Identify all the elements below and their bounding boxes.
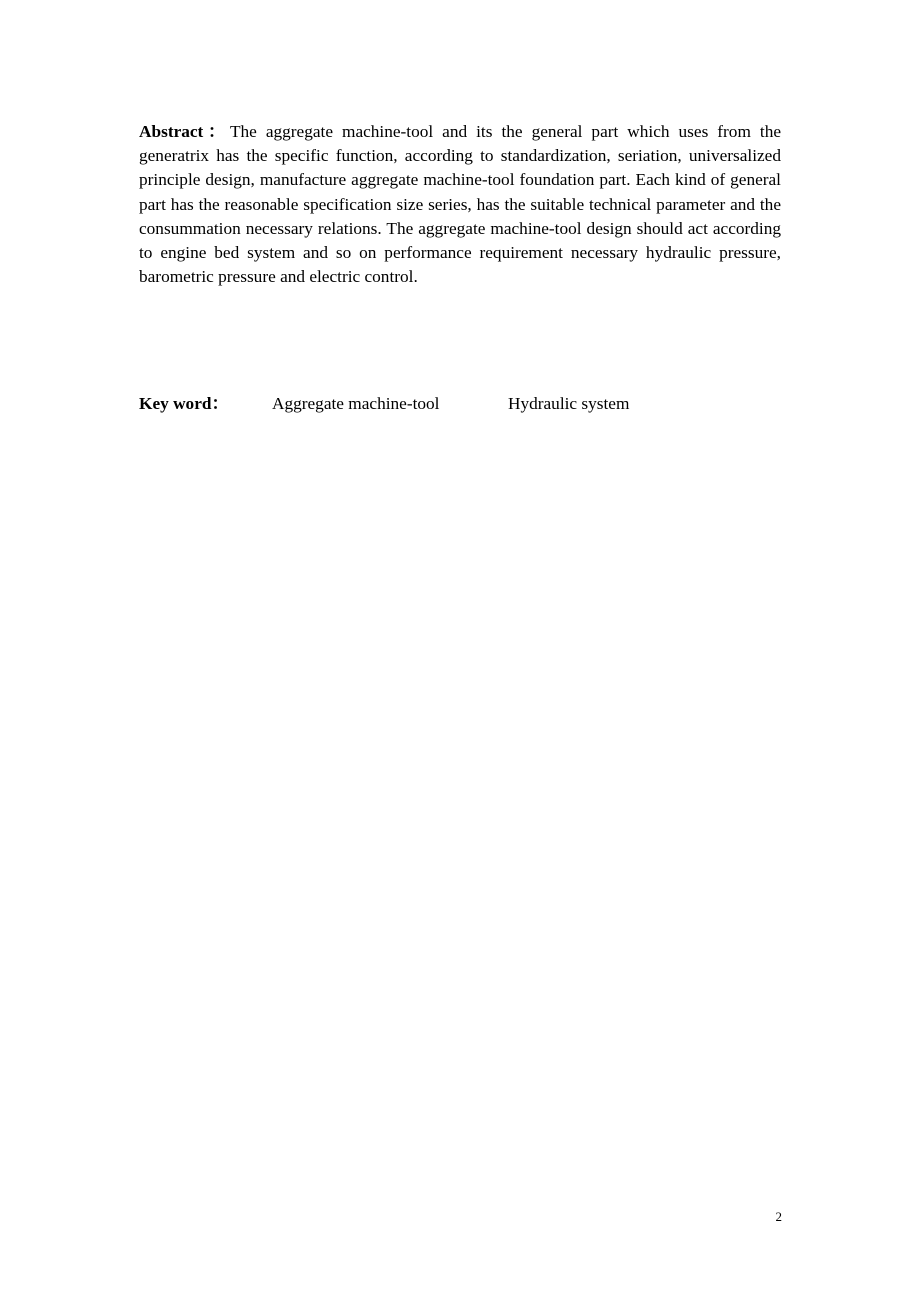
abstract-paragraph [139,120,781,289]
keywords-label: Key word： [139,394,229,413]
abstract-text: The aggregate machine-tool and its the general part which uses from the generatrix has the specific function, according to standardization, seriation, universalized principle design, manufacture aggregate machine-tool foundation part. Each kind of general part has the reasonable specification size series, has the suitable technical parameter and the consummation necessary relations. The aggregate machine-tool design should act according to engine bed system and so on performance requirement necessary hydraulic pressure, barometric pressure and electric control. [139,122,782,287]
keyword-item: Hydraulic system [508,394,630,413]
page-number: 2 [775,1209,782,1224]
abstract-label: Abstract： [139,122,230,141]
keyword-item: Aggregate machine-tool [272,394,440,413]
keywords-line [139,392,629,416]
